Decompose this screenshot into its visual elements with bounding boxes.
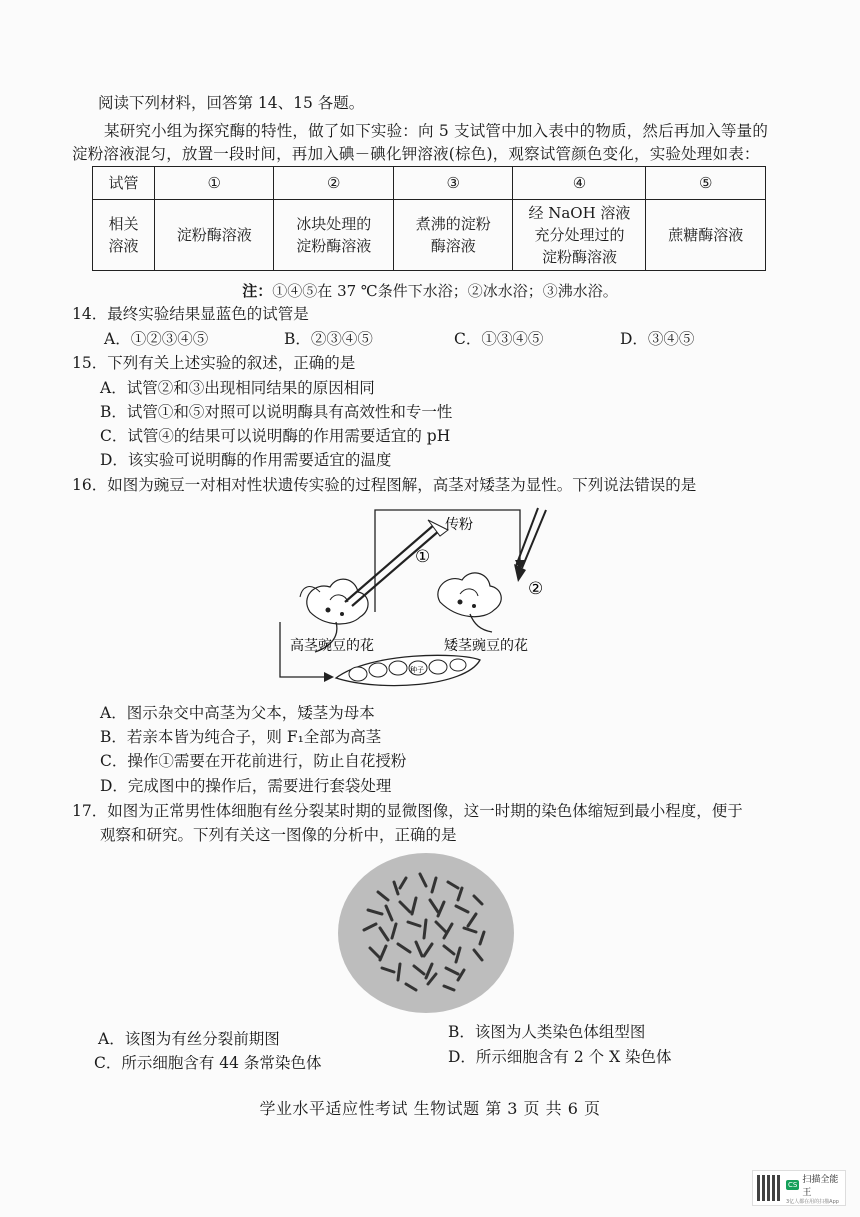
q16-option-c: C．操作①需要在开花前进行，防止自花授粉 [100,752,407,770]
tube-5: ⑤ [646,167,766,200]
solution-line: 淀粉酶溶液 [541,248,617,266]
q17-stem-line-2: 观察和研究。下列有关这一图像的分析中，正确的是 [100,826,457,844]
note-label: 注： [242,282,273,300]
watermark-slogan: 3亿人都在用的扫描App [786,1198,839,1205]
solution-line: 酶溶液 [430,237,476,255]
q14-option-d: D．③④⑤ [620,330,695,348]
row-label [93,200,155,271]
watermark-text [786,1172,845,1205]
seed-arrow-head [324,672,334,682]
label-seed: 种子 [410,666,424,674]
q17-option-b: B．该图为人类染色体组型图 [448,1023,646,1041]
tube-4: ④ [513,167,646,200]
q15-option-a: A．试管②和③出现相同结果的原因相同 [100,379,375,397]
q15-stem: 15．下列有关上述实验的叙述，正确的是 [72,354,356,372]
label-tall-flower: 高茎豌豆的花 [290,638,374,654]
label-operation-2: ② [528,579,544,599]
material-line-1: 某研究小组为探究酶的特性，做了如下实验：向 5 支试管中加入表中的物质，然后再加入等量的 [104,122,769,140]
reading-intro: 阅读下列材料，回答第 14、15 各题。 [98,94,365,112]
q16-stem: 16．如图为豌豆一对相对性状遗传实验的过程图解，高茎对矮茎为显性。下列说法错误的是 [72,476,697,494]
tube-1: ① [155,167,274,200]
solution-line: 充分处理过的 [534,226,625,244]
q15-option-c: C．试管④的结果可以说明酶的作用需要适宜的 pH [100,427,451,445]
solution-4 [513,200,646,271]
table-header-row [93,167,766,200]
solution-5 [646,200,766,271]
q17-option-a: A．该图为有丝分裂前期图 [98,1030,280,1048]
pea-cross-diagram [270,502,570,694]
q16-option-d: D．完成图中的操作后，需要进行套袋处理 [100,777,392,795]
pea-pod-icon [336,655,480,685]
q17-option-d: D．所示细胞含有 2 个 X 染色体 [448,1048,672,1066]
q17-stem-line-1: 17．如图为正常男性体细胞有丝分裂某时期的显微图像，这一时期的染色体缩短到最小程度，便于 [72,802,743,820]
solution-line: 淀粉酶溶液 [176,226,252,244]
q14-option-b: B．②③④⑤ [284,330,373,348]
label-operation-1: ① [415,547,431,567]
q17-option-c: C．所示细胞含有 44 条常染色体 [94,1054,322,1072]
watermark-app-name: 扫描全能王 [802,1174,839,1198]
q16-option-a: A．图示杂交中高茎为父本，矮茎为母本 [100,704,375,722]
table-solution-row [93,200,766,271]
table-header-label: 试管 [93,167,155,200]
solution-line: 淀粉酶溶液 [296,237,372,255]
label-short-flower: 矮茎豌豆的花 [444,638,528,654]
solution-1 [155,200,274,271]
watermark-title [786,1172,845,1198]
q14-stem: 14．最终实验结果显蓝色的试管是 [72,305,309,323]
page-footer: 学业水平适应性考试 生物试题 第 3 页 共 6 页 [259,1099,601,1118]
table-note [0,280,860,301]
q15-option-d: D．该实验可说明酶的作用需要适宜的温度 [100,451,392,469]
note-text: ①④⑤在 37 ℃条件下水浴；②冰水浴；③沸水浴。 [272,282,618,300]
row-label-line: 溶液 [108,237,139,255]
q15-option-b: B．试管①和⑤对照可以说明酶具有高效性和专一性 [100,403,453,421]
solution-3 [393,200,512,271]
cs-logo-icon: CS [788,1180,798,1189]
experiment-table [92,166,766,271]
label-pollination: 传粉 [445,517,473,533]
row-label-line: 相关 [108,215,139,233]
solution-line: 冰块处理的 [296,215,372,233]
qr-code-icon [757,1175,782,1201]
solution-2 [274,200,393,271]
tube-2: ② [274,167,393,200]
brush-icon [514,508,546,582]
scanner-watermark [752,1170,846,1206]
material-line-2: 淀粉溶液混匀，放置一段时间，再加入碘－碘化钾溶液(棕色)，观察试管颜色变化，实验处理如表： [72,145,760,163]
q16-option-b: B．若亲本皆为纯合子，则 F₁全部为高茎 [100,728,382,746]
q14-option-c: C．①③④⑤ [454,330,544,348]
solution-line: 煮沸的淀粉 [415,215,491,233]
short-pea-flower-icon [438,573,501,632]
q14-option-a: A．①②③④⑤ [104,330,209,348]
solution-line: 蔗糖酶溶液 [668,226,744,244]
chromosome-micrograph [336,852,516,1014]
solution-line: 经 NaOH 溶液 [528,204,631,222]
tube-3: ③ [393,167,512,200]
